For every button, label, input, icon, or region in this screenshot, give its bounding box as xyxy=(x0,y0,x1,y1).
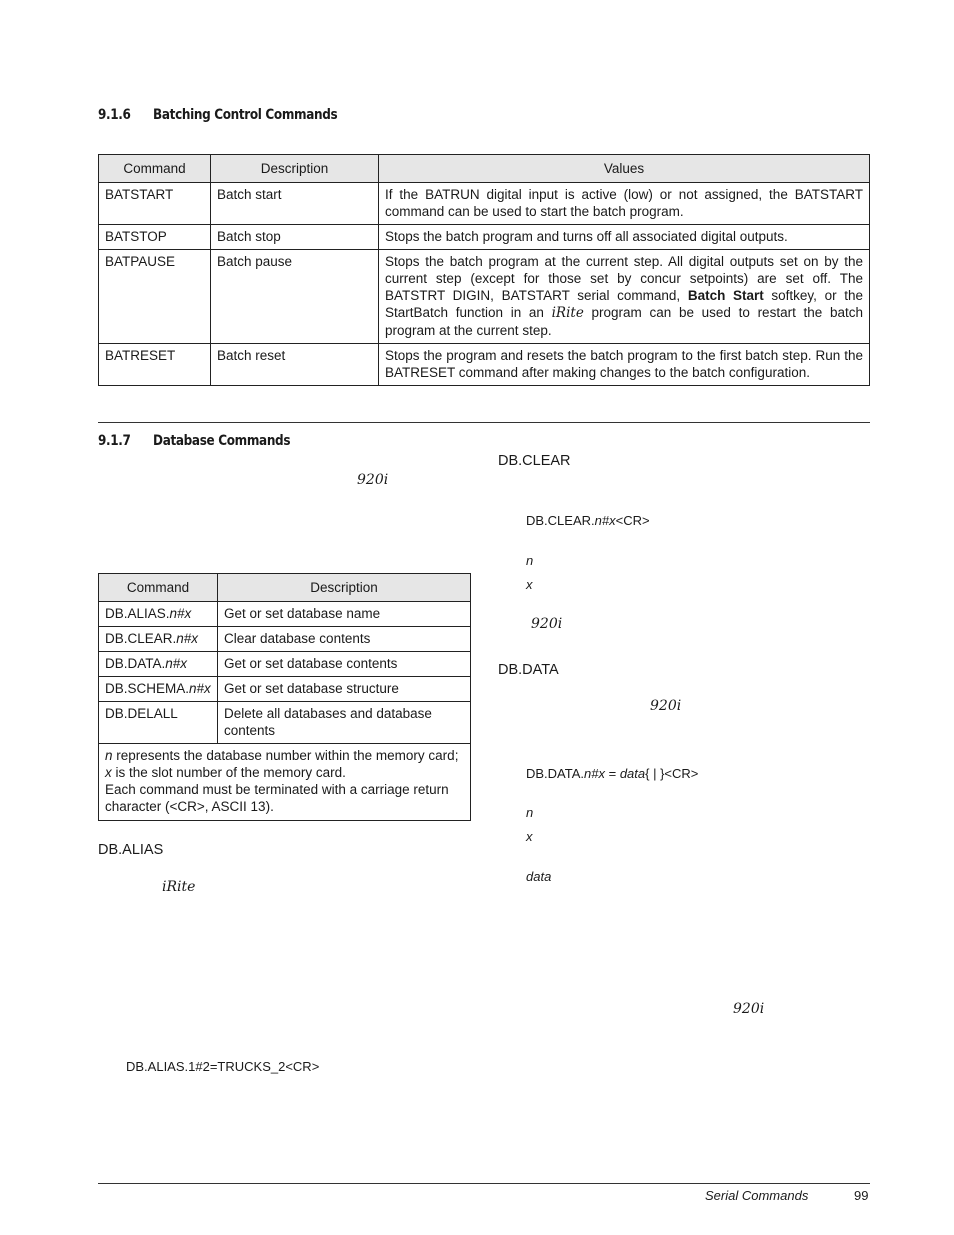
column-header: Values xyxy=(379,155,870,183)
model-name-920i: 920i xyxy=(733,1001,765,1017)
table-note-row xyxy=(99,744,471,821)
table-row xyxy=(99,627,471,652)
column-header: Description xyxy=(211,155,379,183)
section-title: Database Commands xyxy=(153,433,291,449)
table-row xyxy=(99,677,471,702)
values-cell: Stops the program and resets the batch program to the first batch step. Run the BATRESET command after making changes to the batch configuration. xyxy=(379,344,870,386)
section-title: Batching Control Commands xyxy=(153,107,338,123)
command-text: DB.SCHEMA. xyxy=(105,681,190,696)
note-variable: n xyxy=(105,748,113,763)
param-n: n xyxy=(526,805,534,820)
note-text: is the slot number of the memory card. xyxy=(111,765,346,780)
param-n: n xyxy=(526,553,534,568)
section-divider xyxy=(98,422,870,423)
syntax-text: DB.CLEAR. xyxy=(526,513,595,528)
column-header: Command xyxy=(99,574,218,602)
description-cell: Get or set database contents xyxy=(218,652,471,677)
table-note xyxy=(99,744,471,821)
table-row xyxy=(99,344,870,386)
irite-name: iRite xyxy=(162,879,196,895)
description-cell: Batch stop xyxy=(211,225,379,250)
syntax-variable: n#x xyxy=(594,513,616,528)
command-cell: BATSTOP xyxy=(99,225,211,250)
table-header-row xyxy=(99,155,870,183)
syntax-variable: n#x xyxy=(584,766,605,781)
command-text: DB.DATA. xyxy=(105,656,166,671)
syntax-text: DB.DATA. xyxy=(526,766,585,781)
values-cell xyxy=(379,250,870,344)
note-line: Each command must be terminated with a carriage return character (<CR>, ASCII 13). xyxy=(105,782,449,814)
table-row xyxy=(99,225,870,250)
param-data: data xyxy=(526,869,552,884)
command-cell xyxy=(99,677,218,702)
values-text: Stops the batch program at the current step. All digital outputs set on by the current step (except for those set by concur setpoints) are set off. The BATSTRT DIGIN, BATSTART serial command, xyxy=(385,254,863,303)
note-text: represents the database number within the memory card; xyxy=(112,748,459,763)
command-variable: n#x xyxy=(176,631,199,646)
command-cell xyxy=(99,702,218,744)
db-clear-label: DB.CLEAR xyxy=(498,453,571,469)
command-variable: n#x xyxy=(189,681,211,696)
db-data-syntax xyxy=(526,766,698,781)
syntax-text: { | }<CR> xyxy=(645,766,699,781)
table-row xyxy=(99,250,870,344)
db-clear-syntax xyxy=(526,513,650,528)
table-row xyxy=(99,183,870,225)
note-line xyxy=(105,764,464,781)
softkey-name: Batch Start xyxy=(687,288,764,303)
section-number: 9.1.6 xyxy=(98,107,131,123)
footer-chapter-title: Serial Commands xyxy=(705,1188,809,1203)
command-text: DB.CLEAR. xyxy=(105,631,177,646)
section-number: 9.1.7 xyxy=(98,433,131,449)
table-row xyxy=(99,602,471,627)
syntax-text: = xyxy=(605,766,620,781)
column-header: Command xyxy=(99,155,211,183)
db-alias-label: DB.ALIAS xyxy=(98,842,164,858)
note-line xyxy=(105,747,464,764)
values-text: program can be used to restart the batch program at the current step. xyxy=(385,305,863,338)
description-cell: Get or set database name xyxy=(218,602,471,627)
command-text: DB.ALIAS. xyxy=(105,606,170,621)
description-cell: Get or set database structure xyxy=(218,677,471,702)
param-x: x xyxy=(526,577,533,592)
table-row xyxy=(99,702,471,744)
command-cell xyxy=(99,627,218,652)
description-cell: Batch reset xyxy=(211,344,379,386)
model-name-920i: 920i xyxy=(531,616,563,632)
syntax-variable: data xyxy=(619,766,646,781)
table-row xyxy=(99,652,471,677)
values-cell: Stops the batch program and turns off all associated digital outputs. xyxy=(379,225,870,250)
syntax-text: <CR> xyxy=(615,513,650,528)
command-text: DB.DELALL xyxy=(105,706,178,721)
database-commands-table xyxy=(98,573,471,821)
values-text: softkey, or the StartBatch function in an xyxy=(385,288,863,320)
footer-divider xyxy=(98,1183,870,1184)
command-cell: BATRESET xyxy=(99,344,211,386)
command-variable: n#x xyxy=(165,656,188,671)
page-number: 99 xyxy=(854,1188,869,1203)
irite-name: iRite xyxy=(551,305,584,321)
column-header: Description xyxy=(218,574,471,602)
section-heading-916 xyxy=(98,107,337,123)
model-name-920i: 920i xyxy=(650,698,682,714)
description-cell: Delete all databases and database contents xyxy=(218,702,471,744)
param-x: x xyxy=(526,829,533,844)
description-cell: Batch pause xyxy=(211,250,379,344)
batching-commands-table xyxy=(98,154,870,386)
description-cell: Clear database contents xyxy=(218,627,471,652)
note-variable: x xyxy=(105,765,112,780)
command-cell xyxy=(99,652,218,677)
description-cell: Batch start xyxy=(211,183,379,225)
db-alias-example: DB.ALIAS.1#2=TRUCKS_2<CR> xyxy=(126,1059,320,1074)
command-cell: BATPAUSE xyxy=(99,250,211,344)
section-heading-917 xyxy=(98,433,290,449)
command-cell: BATSTART xyxy=(99,183,211,225)
command-variable: n#x xyxy=(169,606,192,621)
table-header-row xyxy=(99,574,471,602)
db-data-label: DB.DATA xyxy=(498,662,559,678)
command-cell xyxy=(99,602,218,627)
values-cell: If the BATRUN digital input is active (low) or not assigned, the BATSTART command can be used to start the batch program. xyxy=(379,183,870,225)
model-name-920i: 920i xyxy=(357,472,389,488)
